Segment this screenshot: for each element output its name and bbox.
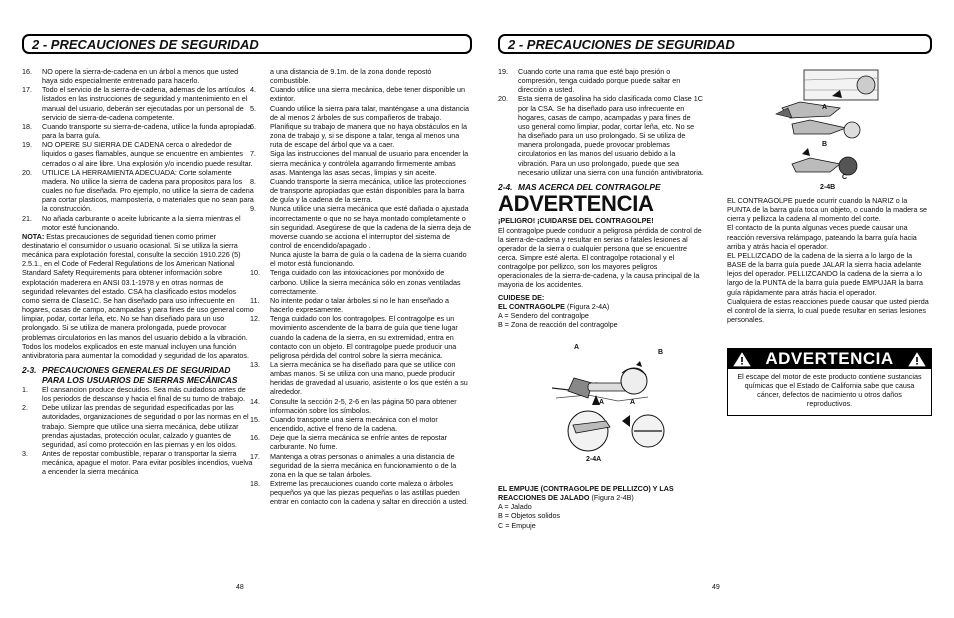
list-item-text: La sierra mecánica se ha diseñado para que se utilice con ambas manos. Si se utiliza con una mano, puede producir heridas de gravedad al usuario, asistente o los que estén a su alrededor. <box>270 360 468 397</box>
contragolpe-figref: (Figura 2-4A) <box>564 301 610 311</box>
nota-label: NOTA: <box>22 231 45 241</box>
safety-list-d <box>250 268 472 506</box>
list-item <box>22 385 254 403</box>
list-item-text: El cansancion produce descuidos. Sea más cuidadoso antes de los periodos de descanso y hacia el final de su turno de trabajo. <box>42 385 246 404</box>
list-item-number: 12. <box>250 314 260 324</box>
list-item-number: 19. <box>498 67 508 76</box>
california-warning-box <box>727 348 932 416</box>
definition-line: A = Jalado <box>498 502 532 512</box>
section-title: MAS ACERCA DEL CONTRAGOLPE <box>518 181 661 192</box>
list-item <box>250 296 472 314</box>
list-item <box>22 85 254 122</box>
list-item <box>250 314 472 360</box>
left-column-2 <box>250 67 472 507</box>
list-item-text: Esta sierra de gasolina ha sido clasificada como Clase 1C por la CSA. Se ha diseñado para uso infrecuente en hogares, casas de campo, acampadas y para fines de uso general como limpiar, podar, cortar leña, etc. No se ha diseñado para un uso prolongado. Si se utiliza de manera prolongada, puede provocar problemas circulatorios en las manos del usuario debido a la vibración. Para un uso prolongado, puede que sea necesario utilizar una sierra con una función antivibratoria. <box>518 94 704 177</box>
list-item-text: Tenga cuidado con las intoxicaciones por monóxido de carbono. Utilice la sierra mecánica sólo en zonas ventiladas correctamente. <box>270 268 461 296</box>
safety-list-c <box>250 85 472 250</box>
right-page-header <box>498 34 932 54</box>
empuje-heading: EL EMPUJE (CONTRAGOLPE DE PELLIZCO) Y LAS REACCIONES DE JALADO <box>498 484 674 503</box>
definition-line: C = Empuje <box>498 520 536 530</box>
list-item-text: Cuando utilice la sierra para talar, manténgase a una distancia de al menos 2 árboles de sus compañeros de trabajo. <box>270 103 469 122</box>
section-title: PRECAUCIONES GENERALES DE SEGURIDAD PARA LOS USUARIOS DE SIERRAS MECÁNICAS <box>42 365 238 385</box>
figure-a-marker: A <box>599 399 605 406</box>
list-item-text: Extreme las precauciones cuando corte maleza o árboles pequeños ya que las piezas pequeñas o las astillas pueden entrar en contacto con la cadena y saltar en dirección a usted. <box>270 479 469 507</box>
list-item-number: 6. <box>250 121 256 131</box>
list-item <box>250 122 472 149</box>
list-item-number: 19. <box>22 140 32 150</box>
left-page-header <box>22 34 472 54</box>
list-item-text: Siga las instrucciones del manual de usuario para encender la sierra mecánica y contrólela agarrando firmemente ambas asas. Mantenga las asas secas, limpias y sin aceite. <box>270 149 469 177</box>
figure-2-4b <box>770 68 880 186</box>
nota-paragraph <box>22 232 254 360</box>
list-item-number: 17. <box>250 451 260 461</box>
defs-b-list <box>498 502 704 529</box>
list-item-number: 18. <box>250 479 260 489</box>
figure-b-marker: B <box>822 141 828 148</box>
list-item-text: Planifique su trabajo de manera que no haya obstáculos en la zona de trabajo y, si se dispone a talar, tenga al menos una ruta de escape del árbol que va a caer. <box>270 121 467 150</box>
list-item-text: No añada carburante o aceite lubricante a la sierra mientras el motor esté funcionando. <box>42 213 241 232</box>
advertencia-heading: ADVERTENCIA <box>498 191 654 217</box>
figure-a-marker: A <box>574 344 580 351</box>
list-item-number: 1. <box>22 385 28 394</box>
list-item <box>22 214 254 232</box>
right-column-2 <box>727 196 932 324</box>
left-column-1 <box>22 67 254 477</box>
list-item <box>498 67 704 94</box>
body-paragraph: Cualquiera de estas reacciones puede causar que usted pierda el control de la sierra, lo cual puede resultar en serias lesiones personales. <box>727 296 929 325</box>
list-item-number: 21. <box>22 213 32 223</box>
definition-line: B = Zona de reacción del contragolpe <box>498 320 618 330</box>
list-item-number: 11. <box>250 295 260 305</box>
defs-a-list <box>498 311 704 329</box>
defs-title: CUIDESE DE: <box>498 292 545 302</box>
figure-a-marker: B <box>658 349 664 356</box>
list-item <box>250 397 472 415</box>
list-item <box>22 140 254 167</box>
list-item-text: NO OPERE SU SIERRA DE CADENA cerca o alrededor de liquidos o gases flamables, aunque se encuentre en ambientes cerrados o al aire libre. Una explosión y/o incendio puede resultar. <box>42 140 253 168</box>
list-item-number: 3. <box>22 449 28 459</box>
list-item-number: 13. <box>250 360 260 369</box>
danger-text: El contragolpe puede conducir a peligrosa pérdida de control de la sierra-de-cadena y resultar en serias o fatales lesiones al operador de la sierra o cualquier persona que se encuentre cerca. Simpre esté alerta. El contragolpe rotacional y el contragolpe por pellizco, son los mayores peligros operacionales de la sierra-de-cadena, y la causa principal de la mayoria de los accidentes. <box>498 225 702 290</box>
list-item-text: Consulte la sección 2-5, 2-6 en las página 50 para obtener información sobre los símbolos. <box>270 396 457 415</box>
figure-2-4a-caption: 2-4A <box>586 456 602 463</box>
safety-list-e <box>498 67 704 177</box>
nota-text: Estas precauciones de seguridad tienen como primer destinatario el consumidor o usuario ocasional. Si se utiliza la sierra mecánica para explotación forestal, consulte la sección 1910.226 (5) 2.5.1., en el Code of Federal Regulations de los American National Standard Safety Requirements para obtener información sobre explotación maderera en ANSI 03.1-1978 y en otras normas de seguridad relevantes del estado. CSA ha clasificado estos modelos como sierra de Clase1C. Se han diseñado para uso infrecuente en hogares, casas de campo, acampadas y para fines de uso general como limpiar, podar, cortar leña, etc. No se han diseñado para un uso prolongado. Si se utiliza de manera prolongada, puede provocar problemas circulatorios en las manos del usuario debido a la vibración. Todos los modelos explicados en este manual incluyen una función antivibratoria para aumentar la comodidad y seguridad de los aparatos. <box>22 231 254 360</box>
list-item-number: 17. <box>22 85 32 95</box>
definition-line: B = Objetos solidos <box>498 511 561 521</box>
list-item <box>250 433 472 451</box>
list-item-text: Nunca utilice una sierra mecánica que esté dañada o ajustada incorrectamente o que no se haya montado completamente o sin seguridad. Asegúrese de que la cadena de la sierra deja de moverse cuando se acciona el interruptor del sistema de control de encendido/apagado . <box>270 204 471 250</box>
kickback-illustration <box>548 343 668 463</box>
list-item-number: 8. <box>250 176 256 186</box>
list-item-text: Antes de repostar combustible, reparar o transportar la sierra mecánica, apague el motor. Para evitar posibles incendios, vuelva a encender la sierra mecánica <box>42 449 253 477</box>
safety-list-b <box>22 385 254 477</box>
list-item-number: 7. <box>250 149 256 159</box>
figure-b-marker: C <box>842 174 848 181</box>
body-paragraph: El contacto de la punta algunas veces puede causar una reacción reversiva relámpago, pateando la barra guía hacia arriba y atrás hacia el operador. <box>727 223 917 251</box>
list-item-number: 5. <box>250 103 256 113</box>
list-item <box>250 85 472 103</box>
list-item-text: Debe utilizar las prendas de seguridad especificadas por las autoridades, organizaciones de seguridad o por las normas en el trabajo. Siempre que utilice una sierra mecánica, debe utilizar prendas ajustadas, protección ocular, calzado y guantes de seguridad, así como protección en las piernas y en los oídos. <box>42 403 249 449</box>
warning-bar <box>728 349 931 369</box>
item9-extra: Nunca ajuste la barra de guía o la cadena de la sierra cuando el motor está funcionando. <box>270 250 467 269</box>
list-item-number: 14. <box>250 396 260 406</box>
list-item <box>250 360 472 397</box>
list-item-number: 4. <box>250 85 256 95</box>
body-paragraph: EL CONTRAGOLPE puede ocurrir cuando la NARIZ o la PUNTA de la barra guía toca un objeto, o cuando la madera se cierra y pellizca la cadena al momento del corte. <box>727 196 928 224</box>
list-item <box>250 479 472 506</box>
list-item-number: 20. <box>498 94 508 104</box>
right-column-1 <box>498 67 704 329</box>
list-item-text: No intente podar o talar árboles si no le han enseñado a hacerlo expresamente. <box>270 295 450 315</box>
list-item-number: 9. <box>250 204 256 214</box>
list-item <box>250 204 472 250</box>
page-number-49: 49 <box>712 584 720 591</box>
figure-a-marker: A <box>630 399 636 406</box>
warning-text: El escape del motor de este producto contiene sustancias químicas que el Estado de California sabe que causa cáncer, defectos de nacimiento u otros daños reproductivos. <box>737 372 922 409</box>
list-item <box>22 403 254 449</box>
body-paragraph: EL PELLIZCADO de la cadena de la sierra a lo largo de la BASE de la barra guía puede JALAR la sierra hacia adelante lejos del operador. PELLIZCANDO la cadena de la sierra a lo largo de la PUNTA de la barra guía puede EMPUJAR la barra guía rápidamente para atrás hacia el operador. <box>727 250 924 297</box>
continued-text: a una distancia de 9.1m. de la zona donde repostó combustible. <box>270 67 432 86</box>
list-item-number: 16. <box>22 67 32 76</box>
list-item-text: Cuando utilice una sierra mecánica, debe tener disponible un extintor. <box>270 85 465 104</box>
list-item-number: 15. <box>250 414 260 424</box>
list-item-text: Mantenga a otras personas o animales a una distancia de seguridad de la sierra mecánica en funcionamiento o de la zona en la que se talan árboles. <box>270 451 457 479</box>
list-item-text: UTILICE LA HERRAMIENTA ADECUADA: Corte solamente madera. No utilice la sierra de cadena para propositos para los cuales no fue diseñada. Pro ejemplo, no utilice la sierra de cadena para cortar plasticos, mampostería, o materiales que no sean para la construcción. <box>42 167 254 214</box>
list-item <box>22 449 254 476</box>
list-item <box>250 104 472 122</box>
list-item-text: Deje que la sierra mecánica se enfríe antes de repostar carburante. No fume. <box>270 433 447 452</box>
section-2-3-heading <box>22 366 254 385</box>
list-item-number: 20. <box>22 167 32 177</box>
list-item-number: 2. <box>22 403 28 413</box>
list-item-number: 16. <box>250 433 260 443</box>
definition-line: A = Sendero del contragolpe <box>498 310 589 320</box>
list-item-number: 10. <box>250 268 260 278</box>
list-item-text: Cuando transporte su sierra-de-cadena, utilice la funda apropiada para la barra guía. <box>42 121 252 141</box>
list-item-text: Tenga cuidado con los contragolpes. El contragolpe es un movimiento ascendente de la barra de guía que tiene lugar cuando la cadena de la sierra, en su extremidad, entra en contacto con un objeto. El contragolpe puede producir una peligrosa pérdida del control sobre la sierra mecánica. <box>270 314 458 360</box>
list-item-text: Todo el servicio de la sierra-de-cadena, ademas de los artículos listados en las instrucciones de seguridad y mantenimiento en el manual del usuario, deberán ser ejecutadas por un personal de servicio de sierra-de-cadena competente. <box>42 85 248 122</box>
list-item <box>250 177 472 204</box>
empuje-figref: (Figura 2-4B) <box>589 493 634 503</box>
list-item <box>498 94 704 176</box>
page-number-48: 48 <box>236 584 244 591</box>
contragolpe-ref <box>498 302 704 311</box>
list-item <box>22 122 254 140</box>
pull-push-illustration <box>770 68 880 186</box>
list-item <box>22 168 254 214</box>
kickback-paragraphs <box>727 196 932 324</box>
list-item-number: 18. <box>22 121 32 131</box>
right-header-title: 2 - PRECAUCIONES DE SEGURIDAD <box>508 36 735 52</box>
figure-b-marker: A <box>822 104 828 111</box>
warning-triangle-icon <box>908 352 926 367</box>
list-item <box>250 415 472 433</box>
list-item <box>250 268 472 295</box>
figure-2-4b-caption: 2-4B <box>820 184 836 191</box>
list-item <box>22 67 254 85</box>
empuje-title <box>498 484 704 502</box>
list-item-text: Cuando transporte una sierra mecánica con el motor encendido, active el freno de la cadena. <box>270 414 438 434</box>
list-item <box>250 149 472 176</box>
list-item-text: NO opere la sierra-de-cadena en un árbol a menos que usted haya sido especialmente entrenado para hacerlo. <box>42 67 239 86</box>
section-number: 2-3. <box>22 365 37 375</box>
contragolpe-label: EL CONTRAGOLPE <box>498 301 565 311</box>
list-item <box>250 452 472 479</box>
safety-list-a <box>22 67 254 232</box>
list-item-text: Cuando transporte la sierra mecánica, utilice las protecciones de transporte apropiadas que están disponibles para la barra de guía y la cadena de la sierra. <box>270 176 467 205</box>
left-header-title: 2 - PRECAUCIONES DE SEGURIDAD <box>32 36 259 52</box>
warning-title: ADVERTENCIA <box>765 349 894 368</box>
warning-triangle-icon <box>733 352 751 367</box>
figure-2-4a <box>548 343 668 463</box>
danger-title: ¡PELIGRO! ¡CUIDARSE DEL CONTRAGOLPE! <box>498 216 654 226</box>
right-column-1-bottom <box>498 484 704 530</box>
list-item-text: Cuando corte una rama que esté bajo presión o compresión, tenga cuidado porque puede saltar en dirección a usted. <box>518 67 681 95</box>
section-number: 2-4. <box>498 181 513 192</box>
